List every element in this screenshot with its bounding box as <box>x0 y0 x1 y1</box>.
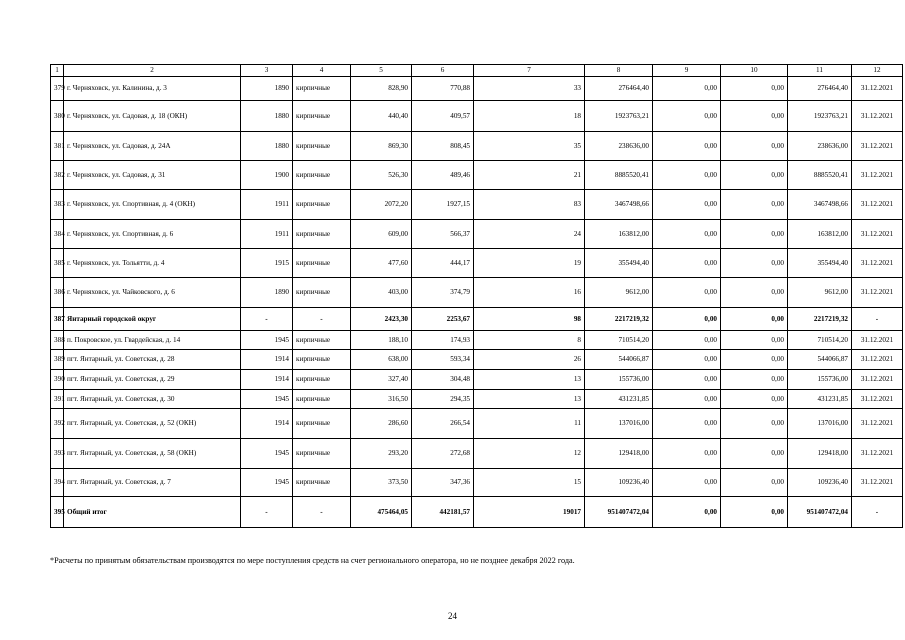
cell-build-year: 1911 <box>241 190 293 220</box>
cell-federal-funds: 0,00 <box>653 249 721 278</box>
cell-wall-material: кирпичные <box>293 390 351 409</box>
table-row <box>51 390 903 409</box>
column-header-2: 2 <box>64 65 241 77</box>
cell-regional-funds: 0,00 <box>721 331 788 350</box>
cell-owner-funds: 2217219,32 <box>788 308 852 331</box>
cell-living-area: 272,68 <box>412 439 474 469</box>
cell-residents-count: 8 <box>474 331 585 350</box>
cell-deadline-date: - <box>852 497 903 528</box>
cell-living-area: 374,79 <box>412 278 474 308</box>
cell-deadline-date: 31.12.2021 <box>852 278 903 308</box>
table-row <box>51 469 903 497</box>
cell-build-year: - <box>241 497 293 528</box>
cell-living-area: 409,57 <box>412 101 474 132</box>
cell-build-year: 1900 <box>241 161 293 190</box>
cell-wall-material: кирпичные <box>293 331 351 350</box>
cell-address: пгт. Янтарный, ул. Советская, д. 58 (ОКН) <box>64 439 241 469</box>
cell-owner-funds: 276464,40 <box>788 77 852 101</box>
column-header-7: 7 <box>474 65 585 77</box>
cell-total-area: 188,10 <box>351 331 412 350</box>
cell-living-area: 489,46 <box>412 161 474 190</box>
cell-wall-material: - <box>293 308 351 331</box>
cell-address: пгт. Янтарный, ул. Советская, д. 29 <box>64 370 241 390</box>
cell-federal-funds: 0,00 <box>653 439 721 469</box>
cell-row-number: 388 <box>51 331 64 350</box>
cell-total-cost: 710514,20 <box>585 331 653 350</box>
cell-owner-funds: 1923763,21 <box>788 101 852 132</box>
cell-row-number: 383 <box>51 190 64 220</box>
cell-deadline-date: 31.12.2021 <box>852 350 903 370</box>
cell-total-area: 316,50 <box>351 390 412 409</box>
cell-address: г. Черняховск, ул. Чайковского, д. 6 <box>64 278 241 308</box>
cell-build-year: 1914 <box>241 370 293 390</box>
cell-living-area: 347,36 <box>412 469 474 497</box>
cell-address: Общий итог <box>64 497 241 528</box>
cell-wall-material: кирпичные <box>293 132 351 161</box>
cell-wall-material: кирпичные <box>293 220 351 249</box>
table-row <box>51 132 903 161</box>
cell-total-cost: 355494,40 <box>585 249 653 278</box>
cell-build-year: 1890 <box>241 278 293 308</box>
cell-build-year: 1880 <box>241 132 293 161</box>
table-row <box>51 190 903 220</box>
table-row <box>51 350 903 370</box>
column-header-3: 3 <box>241 65 293 77</box>
table-row <box>51 161 903 190</box>
cell-total-cost: 544066,87 <box>585 350 653 370</box>
cell-regional-funds: 0,00 <box>721 161 788 190</box>
cell-regional-funds: 0,00 <box>721 370 788 390</box>
cell-owner-funds: 109236,40 <box>788 469 852 497</box>
cell-federal-funds: 0,00 <box>653 101 721 132</box>
cell-build-year: 1945 <box>241 469 293 497</box>
cell-address: г. Черняховск, ул. Садовая, д. 31 <box>64 161 241 190</box>
cell-regional-funds: 0,00 <box>721 132 788 161</box>
cell-wall-material: кирпичные <box>293 161 351 190</box>
cell-federal-funds: 0,00 <box>653 190 721 220</box>
cell-residents-count: 35 <box>474 132 585 161</box>
cell-regional-funds: 0,00 <box>721 308 788 331</box>
cell-total-cost: 951407472,04 <box>585 497 653 528</box>
cell-living-area: 442181,57 <box>412 497 474 528</box>
cell-total-cost: 8885520,41 <box>585 161 653 190</box>
cell-deadline-date: 31.12.2021 <box>852 390 903 409</box>
cell-residents-count: 19 <box>474 249 585 278</box>
cell-total-cost: 9612,00 <box>585 278 653 308</box>
cell-row-number: 395 <box>51 497 64 528</box>
cell-total-cost: 1923763,21 <box>585 101 653 132</box>
cell-federal-funds: 0,00 <box>653 497 721 528</box>
cell-residents-count: 19017 <box>474 497 585 528</box>
cell-deadline-date: 31.12.2021 <box>852 370 903 390</box>
cell-build-year: - <box>241 308 293 331</box>
column-header-4: 4 <box>293 65 351 77</box>
page-number: 24 <box>448 611 457 621</box>
cell-deadline-date: 31.12.2021 <box>852 469 903 497</box>
cell-owner-funds: 431231,85 <box>788 390 852 409</box>
cell-deadline-date: 31.12.2021 <box>852 439 903 469</box>
cell-residents-count: 98 <box>474 308 585 331</box>
cell-residents-count: 83 <box>474 190 585 220</box>
cell-owner-funds: 8885520,41 <box>788 161 852 190</box>
cell-residents-count: 18 <box>474 101 585 132</box>
column-header-5: 5 <box>351 65 412 77</box>
column-header-10: 10 <box>721 65 788 77</box>
column-number-header-row <box>51 65 903 77</box>
cell-owner-funds: 710514,20 <box>788 331 852 350</box>
cell-build-year: 1914 <box>241 350 293 370</box>
cell-row-number: 382 <box>51 161 64 190</box>
cell-wall-material: кирпичные <box>293 190 351 220</box>
table-row <box>51 370 903 390</box>
cell-living-area: 1927,15 <box>412 190 474 220</box>
cell-residents-count: 12 <box>474 439 585 469</box>
table-body <box>51 77 903 528</box>
cell-living-area: 808,45 <box>412 132 474 161</box>
cell-row-number: 386 <box>51 278 64 308</box>
cell-total-cost: 137016,00 <box>585 409 653 439</box>
cell-residents-count: 11 <box>474 409 585 439</box>
column-header-11: 11 <box>788 65 852 77</box>
cell-row-number: 380 <box>51 101 64 132</box>
cell-total-area: 2423,30 <box>351 308 412 331</box>
cell-residents-count: 15 <box>474 469 585 497</box>
cell-wall-material: кирпичные <box>293 469 351 497</box>
cell-row-number: 389 <box>51 350 64 370</box>
cell-living-area: 444,17 <box>412 249 474 278</box>
cell-wall-material: кирпичные <box>293 278 351 308</box>
cell-total-area: 286,60 <box>351 409 412 439</box>
cell-wall-material: кирпичные <box>293 77 351 101</box>
cell-wall-material: кирпичные <box>293 350 351 370</box>
table-row <box>51 101 903 132</box>
column-header-12: 12 <box>852 65 903 77</box>
cell-wall-material: кирпичные <box>293 249 351 278</box>
table-row <box>51 439 903 469</box>
cell-wall-material: кирпичные <box>293 409 351 439</box>
cell-federal-funds: 0,00 <box>653 77 721 101</box>
cell-total-area: 327,40 <box>351 370 412 390</box>
cell-owner-funds: 163812,00 <box>788 220 852 249</box>
cell-row-number: 393 <box>51 439 64 469</box>
cell-federal-funds: 0,00 <box>653 390 721 409</box>
cell-federal-funds: 0,00 <box>653 161 721 190</box>
cell-build-year: 1911 <box>241 220 293 249</box>
cell-living-area: 174,93 <box>412 331 474 350</box>
cell-wall-material: кирпичные <box>293 370 351 390</box>
cell-total-area: 403,00 <box>351 278 412 308</box>
cell-row-number: 384 <box>51 220 64 249</box>
cell-wall-material: - <box>293 497 351 528</box>
cell-wall-material: кирпичные <box>293 101 351 132</box>
cell-total-cost: 276464,40 <box>585 77 653 101</box>
cell-address: п. Покровское, ул. Гвардейская, д. 14 <box>64 331 241 350</box>
cell-deadline-date: 31.12.2021 <box>852 249 903 278</box>
cell-total-cost: 431231,85 <box>585 390 653 409</box>
cell-regional-funds: 0,00 <box>721 469 788 497</box>
cell-federal-funds: 0,00 <box>653 220 721 249</box>
cell-build-year: 1880 <box>241 101 293 132</box>
cell-row-number: 381 <box>51 132 64 161</box>
cell-residents-count: 13 <box>474 370 585 390</box>
cell-total-area: 828,90 <box>351 77 412 101</box>
cell-total-area: 638,00 <box>351 350 412 370</box>
cell-deadline-date: 31.12.2021 <box>852 101 903 132</box>
column-header-6: 6 <box>412 65 474 77</box>
cell-total-cost: 238636,00 <box>585 132 653 161</box>
table-row-total <box>51 308 903 331</box>
cell-living-area: 2253,67 <box>412 308 474 331</box>
cell-row-number: 394 <box>51 469 64 497</box>
cell-regional-funds: 0,00 <box>721 278 788 308</box>
table-row-total <box>51 497 903 528</box>
cell-regional-funds: 0,00 <box>721 77 788 101</box>
cell-owner-funds: 3467498,66 <box>788 190 852 220</box>
cell-owner-funds: 355494,40 <box>788 249 852 278</box>
cell-living-area: 593,34 <box>412 350 474 370</box>
column-header-8: 8 <box>585 65 653 77</box>
cell-federal-funds: 0,00 <box>653 409 721 439</box>
cell-total-area: 475464,05 <box>351 497 412 528</box>
cell-address: г. Черняховск, ул. Тольятти, д. 4 <box>64 249 241 278</box>
cell-address: г. Черняховск, ул. Садовая, д. 18 (ОКН) <box>64 101 241 132</box>
cell-regional-funds: 0,00 <box>721 101 788 132</box>
cell-deadline-date: 31.12.2021 <box>852 77 903 101</box>
cell-residents-count: 13 <box>474 390 585 409</box>
cell-deadline-date: 31.12.2021 <box>852 331 903 350</box>
cell-row-number: 390 <box>51 370 64 390</box>
cell-owner-funds: 9612,00 <box>788 278 852 308</box>
cell-regional-funds: 0,00 <box>721 439 788 469</box>
cell-build-year: 1945 <box>241 390 293 409</box>
cell-address: г. Черняховск, ул. Спортивная, д. 6 <box>64 220 241 249</box>
cell-deadline-date: 31.12.2021 <box>852 161 903 190</box>
cell-total-area: 373,50 <box>351 469 412 497</box>
cell-deadline-date: 31.12.2021 <box>852 132 903 161</box>
cell-regional-funds: 0,00 <box>721 350 788 370</box>
cell-row-number: 385 <box>51 249 64 278</box>
cell-build-year: 1890 <box>241 77 293 101</box>
cell-living-area: 770,88 <box>412 77 474 101</box>
cell-federal-funds: 0,00 <box>653 132 721 161</box>
cell-address: пгт. Янтарный, ул. Советская, д. 7 <box>64 469 241 497</box>
cell-regional-funds: 0,00 <box>721 190 788 220</box>
cell-build-year: 1914 <box>241 409 293 439</box>
cell-total-cost: 129418,00 <box>585 439 653 469</box>
column-header-9: 9 <box>653 65 721 77</box>
cell-regional-funds: 0,00 <box>721 390 788 409</box>
cell-living-area: 304,48 <box>412 370 474 390</box>
cell-total-area: 869,30 <box>351 132 412 161</box>
table-row <box>51 249 903 278</box>
cell-address: пгт. Янтарный, ул. Советская, д. 52 (ОКН) <box>64 409 241 439</box>
cell-federal-funds: 0,00 <box>653 308 721 331</box>
cell-row-number: 391 <box>51 390 64 409</box>
cell-wall-material: кирпичные <box>293 439 351 469</box>
cell-owner-funds: 137016,00 <box>788 409 852 439</box>
cell-row-number: 379 <box>51 77 64 101</box>
cell-living-area: 566,37 <box>412 220 474 249</box>
cell-regional-funds: 0,00 <box>721 409 788 439</box>
cell-address: г. Черняховск, ул. Спортивная, д. 4 (ОКН) <box>64 190 241 220</box>
cell-total-cost: 109236,40 <box>585 469 653 497</box>
cell-address: г. Черняховск, ул. Садовая, д. 24А <box>64 132 241 161</box>
cell-owner-funds: 155736,00 <box>788 370 852 390</box>
cell-address: Янтарный городской округ <box>64 308 241 331</box>
cell-federal-funds: 0,00 <box>653 469 721 497</box>
cell-total-area: 440,40 <box>351 101 412 132</box>
cell-living-area: 266,54 <box>412 409 474 439</box>
cell-total-cost: 3467498,66 <box>585 190 653 220</box>
cell-residents-count: 24 <box>474 220 585 249</box>
cell-deadline-date: 31.12.2021 <box>852 220 903 249</box>
cell-address: пгт. Янтарный, ул. Советская, д. 30 <box>64 390 241 409</box>
cell-residents-count: 33 <box>474 77 585 101</box>
table-row <box>51 77 903 101</box>
cell-residents-count: 26 <box>474 350 585 370</box>
cell-address: пгт. Янтарный, ул. Советская, д. 28 <box>64 350 241 370</box>
cell-living-area: 294,35 <box>412 390 474 409</box>
table-row <box>51 278 903 308</box>
footnote: *Расчеты по принятым обязательствам производятся по мере поступления средств на счет регионального оператора, но не позднее декабря 2022 года. <box>50 556 575 565</box>
cell-build-year: 1915 <box>241 249 293 278</box>
table-row <box>51 331 903 350</box>
cell-total-cost: 2217219,32 <box>585 308 653 331</box>
cell-total-area: 477,60 <box>351 249 412 278</box>
cell-owner-funds: 544066,87 <box>788 350 852 370</box>
cell-total-area: 2072,20 <box>351 190 412 220</box>
cell-owner-funds: 951407472,04 <box>788 497 852 528</box>
cell-regional-funds: 0,00 <box>721 497 788 528</box>
cell-residents-count: 16 <box>474 278 585 308</box>
cell-build-year: 1945 <box>241 331 293 350</box>
cell-deadline-date: 31.12.2021 <box>852 409 903 439</box>
cell-regional-funds: 0,00 <box>721 220 788 249</box>
table-row <box>51 409 903 439</box>
cell-federal-funds: 0,00 <box>653 350 721 370</box>
cell-build-year: 1945 <box>241 439 293 469</box>
cell-address: г. Черняховск, ул. Калинина, д. 3 <box>64 77 241 101</box>
cell-owner-funds: 238636,00 <box>788 132 852 161</box>
cell-total-area: 293,20 <box>351 439 412 469</box>
cell-regional-funds: 0,00 <box>721 249 788 278</box>
cell-residents-count: 21 <box>474 161 585 190</box>
cell-row-number: 392 <box>51 409 64 439</box>
cell-federal-funds: 0,00 <box>653 370 721 390</box>
cell-total-area: 526,30 <box>351 161 412 190</box>
cell-deadline-date: 31.12.2021 <box>852 190 903 220</box>
table-row <box>51 220 903 249</box>
cell-total-cost: 155736,00 <box>585 370 653 390</box>
cell-owner-funds: 129418,00 <box>788 439 852 469</box>
capital-repair-table <box>50 64 903 528</box>
cell-deadline-date: - <box>852 308 903 331</box>
column-header-1: 1 <box>51 65 64 77</box>
cell-federal-funds: 0,00 <box>653 331 721 350</box>
cell-row-number: 387 <box>51 308 64 331</box>
cell-total-cost: 163812,00 <box>585 220 653 249</box>
cell-federal-funds: 0,00 <box>653 278 721 308</box>
cell-total-area: 609,00 <box>351 220 412 249</box>
